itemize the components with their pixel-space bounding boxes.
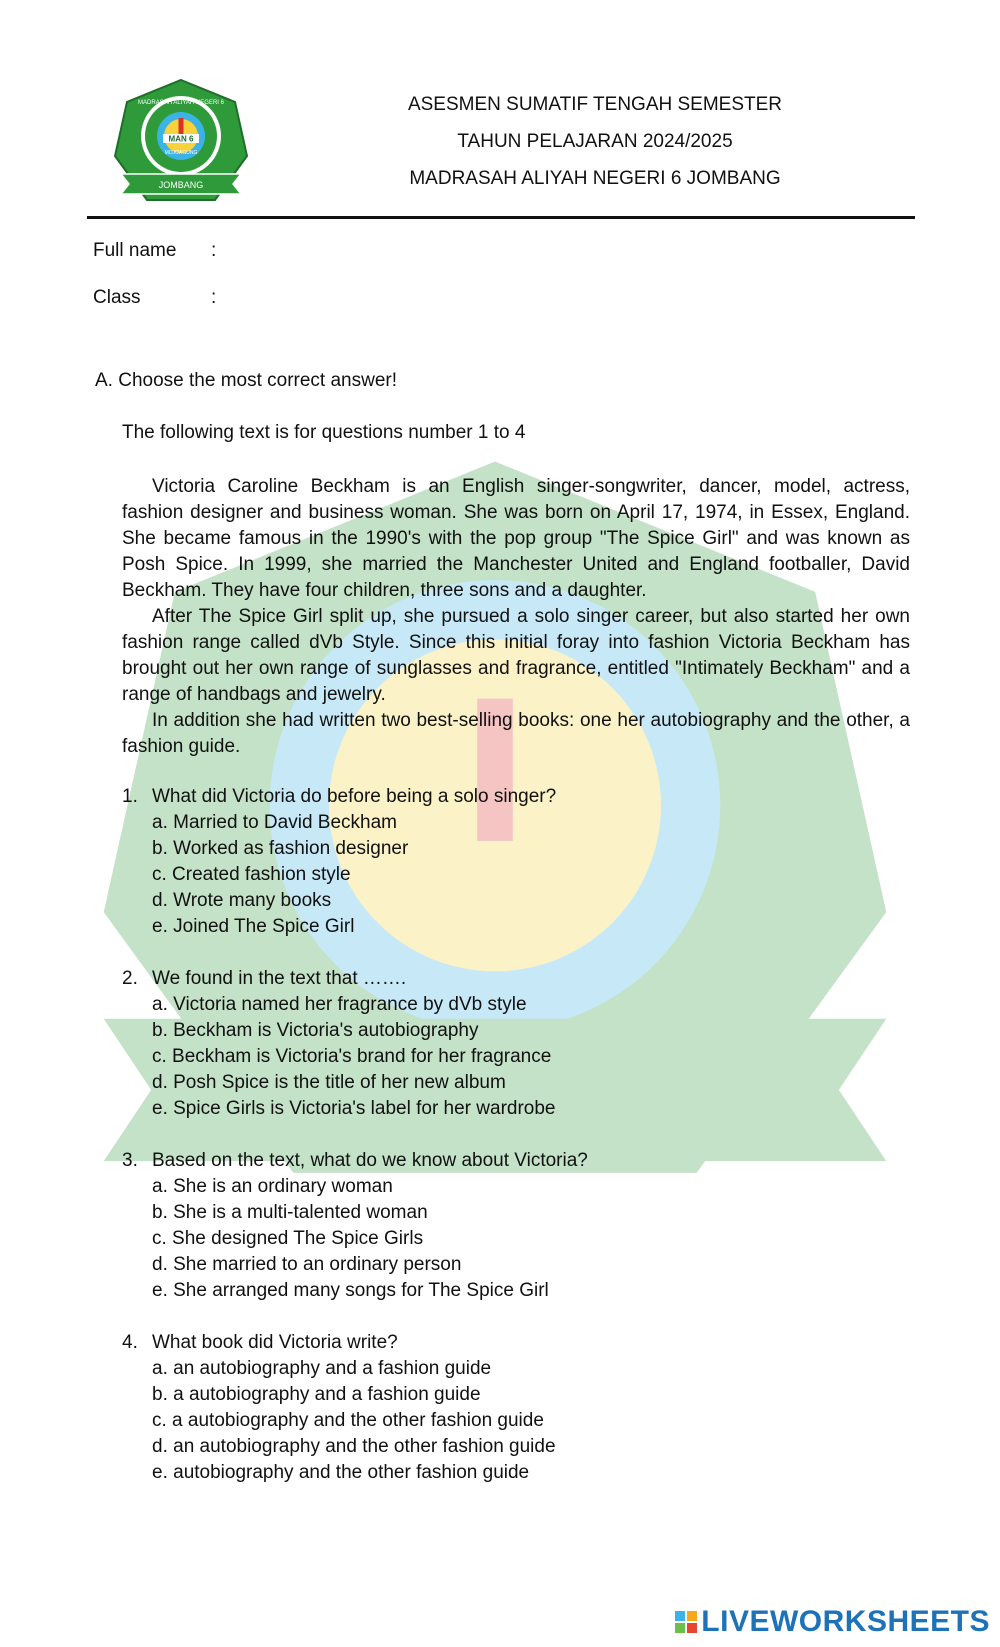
answer-option[interactable]: e. Spice Girls is Victoria's label for her wardrobe	[152, 1098, 556, 1119]
liveworksheets-icon	[675, 1611, 697, 1633]
header-divider	[87, 216, 915, 219]
question-number: 1.	[122, 786, 138, 807]
full-name-label: Full name	[93, 240, 177, 261]
question-4	[122, 1330, 912, 1486]
question-3	[122, 1148, 912, 1304]
header-year: TAHUN PELAJARAN 2024/2025	[457, 131, 733, 152]
answer-option[interactable]: d. an autobiography and the other fashion guide	[152, 1436, 556, 1457]
liveworksheets-text: LIVEWORKSHEETS	[701, 1605, 990, 1638]
full-name-colon: :	[211, 240, 217, 261]
class-colon: :	[211, 287, 217, 308]
answer-option[interactable]: d. She married to an ordinary person	[152, 1254, 462, 1275]
answer-option[interactable]: c. She designed The Spice Girls	[152, 1228, 424, 1249]
reading-passage	[122, 474, 910, 760]
answer-option[interactable]: c. Created fashion style	[152, 864, 351, 885]
passage-paragraph: After The Spice Girl split up, she pursued a solo singer career, but also started her own fashion range called dVb Style. Since this initial foray into fashion Victoria Beckham has brought out her own range of sunglasses and fragrance, entitled "Intimately Beckham" and a range of handbags and jewelry.	[122, 606, 910, 705]
header-school: MADRASAH ALIYAH NEGERI 6 JOMBANG	[409, 168, 781, 189]
passage-paragraph: Victoria Caroline Beckham is an English singer-songwriter, dancer, model, actress, fashion designer and business woman. She was born on April 17, 1974, in Essex, England. She became famous in the 1990's with the pop group "The Spice Girl" and was known as Posh Spice. In 1999, she married the Manchester United and England footballer, David Beckham. They have four children, three sons and a daughter.	[122, 476, 910, 601]
question-text: What did Victoria do before being a solo singer?	[152, 786, 557, 807]
school-logo	[111, 78, 251, 208]
question-list	[122, 784, 912, 1512]
answer-option[interactable]: e. Joined The Spice Girl	[152, 916, 355, 937]
answer-option[interactable]: a. an autobiography and a fashion guide	[152, 1358, 492, 1379]
logo-ring-text: MADRASAH ALIYAH NEGERI 6	[138, 100, 224, 106]
class-label: Class	[93, 287, 141, 308]
class-field	[93, 287, 217, 309]
answer-option[interactable]: a. Married to David Beckham	[152, 812, 397, 833]
question-number: 4.	[122, 1332, 138, 1353]
question-text: We found in the text that …….	[152, 968, 407, 989]
question-number: 3.	[122, 1150, 138, 1171]
question-number: 2.	[122, 968, 138, 989]
header-title: ASESMEN SUMATIF TENGAH SEMESTER	[407, 94, 783, 115]
question-text: What book did Victoria write?	[152, 1332, 398, 1353]
answer-option[interactable]: b. She is a multi-talented woman	[152, 1202, 428, 1223]
question-1	[122, 784, 912, 940]
answer-option[interactable]: b. Worked as fashion designer	[152, 838, 409, 859]
passage-paragraph: In addition she had written two best-selling books: one her autobiography and the other, a fashion guide.	[122, 710, 910, 757]
answer-option[interactable]: d. Wrote many books	[152, 890, 332, 911]
answer-option[interactable]: b. Beckham is Victoria's autobiography	[152, 1020, 479, 1041]
question-text: Based on the text, what do we know about Victoria?	[152, 1150, 588, 1171]
logo-center-text: MAN 6	[168, 134, 194, 144]
logo-ribbon-text: JOMBANG	[158, 180, 204, 190]
logo-sub-text: MOJOAGUNG	[164, 150, 198, 156]
full-name-field	[93, 240, 217, 262]
answer-option[interactable]: d. Posh Spice is the title of her new album	[152, 1072, 506, 1093]
answer-option[interactable]: e. autobiography and the other fashion guide	[152, 1462, 530, 1483]
exam-header	[380, 86, 810, 197]
answer-option[interactable]: c. a autobiography and the other fashion guide	[152, 1410, 544, 1431]
question-2	[122, 966, 912, 1122]
answer-option[interactable]: c. Beckham is Victoria's brand for her fragrance	[152, 1046, 552, 1067]
answer-option[interactable]: b. a autobiography and a fashion guide	[152, 1384, 481, 1405]
liveworksheets-brand	[675, 1605, 990, 1639]
section-title: A. Choose the most correct answer!	[95, 370, 398, 391]
answer-option[interactable]: e. She arranged many songs for The Spice Girl	[152, 1280, 549, 1301]
answer-option[interactable]: a. She is an ordinary woman	[152, 1176, 393, 1197]
answer-option[interactable]: a. Victoria named her fragrance by dVb style	[152, 994, 527, 1015]
passage-intro: The following text is for questions number 1 to 4	[122, 422, 526, 443]
